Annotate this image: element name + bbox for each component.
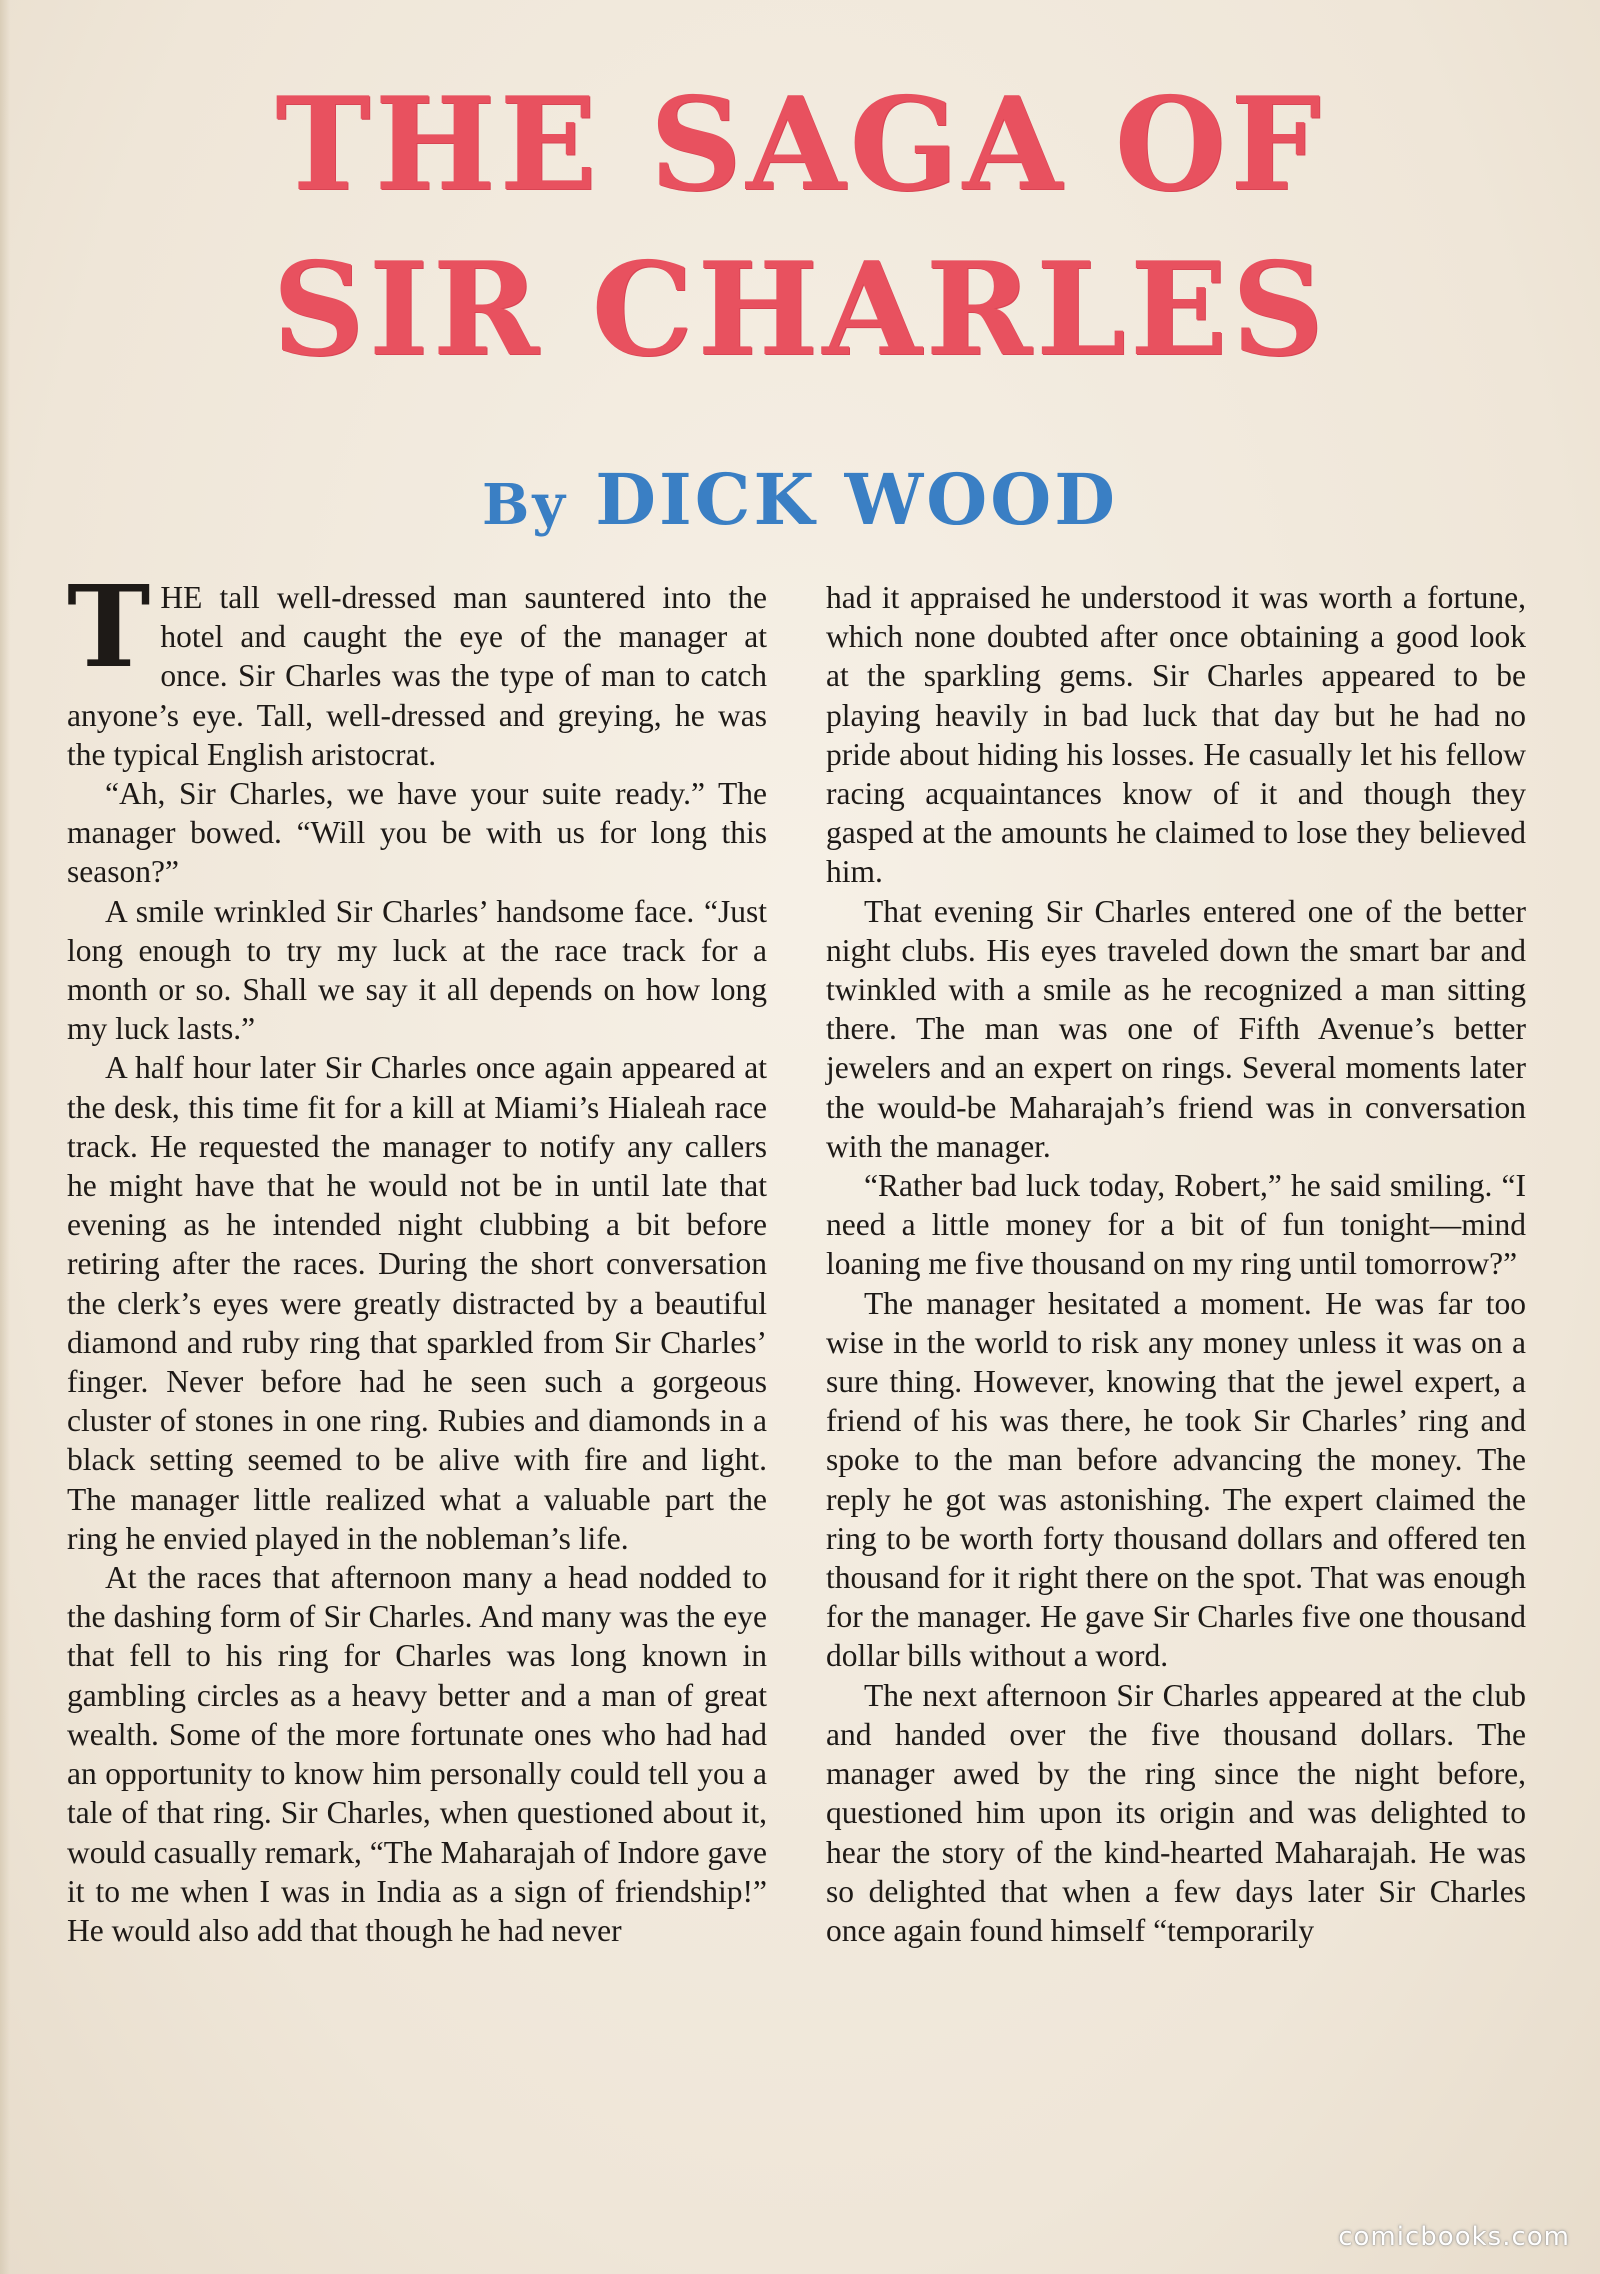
byline-author: DICK WOOD <box>595 458 1118 541</box>
story-paragraph: had it appraised he understood it was worth a fortune, which none doubted after once obtaining a good look at the sparkling gems. Sir Charles appeared to be playing heavily in bad luck that day but he had no pride about hiding his losses. He casually let his fellow racing acquaintances know of it and though they gasped at the amounts he claimed to lose they believed him. <box>826 580 1526 890</box>
story-column-left <box>67 562 767 1950</box>
byline-by: By <box>482 472 568 538</box>
story-paragraph-text: HE tall well-dressed man sauntered into the hotel and caught the eye of the manager at once. Sir Charles was the type of man to catch anyone’s eye. Tall, well-dressed and greying, he was the typical English aristocrat. <box>67 580 767 772</box>
story-paragraph: “Ah, Sir Charles, we have your suite ready.” The manager bowed. “Will you be with us for long this season?” <box>67 776 767 890</box>
story-paragraph: A half hour later Sir Charles once again appeared at the desk, this time fit for a kill at Miami’s Hialeah race track. He requested the manager to notify any callers he might have that he would not be in until late that evening as he intended night clubbing a bit before retiring after the races. During the short conversation the clerk’s eyes were greatly distracted by a beautiful diamond and ruby ring that sparkled from Sir Charles’ finger. Never before had he seen such a gorgeous cluster of stones in one ring. Rubies and diamonds in a black setting seemed to be alive with fire and light. The manager little realized what a valuable part the ring he envied played in the nobleman’s life. <box>67 1050 767 1556</box>
story-paragraph: That evening Sir Charles entered one of the better night clubs. His eyes traveled down the smart bar and twinkled with a smile as he recognized a man sitting there. The man was one of Fifth Avenue’s better jewelers and an expert on rings. Several moments later the would-be Maharajah’s friend was in conversation with the manager. <box>826 893 1526 1164</box>
drop-cap: T <box>67 562 151 693</box>
story-paragraph <box>67 562 767 774</box>
story-paragraph: The next afternoon Sir Charles appeared at the club and handed over the five thousand dollars. The manager awed by the ring since the night before, questioned him upon its origin and was delighted to hear the story of the kind-hearted Maharajah. He was so delighted that when a few days later Sir Charles once again found himself “temporarily <box>826 1677 1526 1948</box>
title-line-2: SIR CHARLES <box>272 235 1328 385</box>
story-paragraph: “Rather bad luck today, Robert,” he said smiling. “I need a little money for a bit of fun tonight—mind loaning me five thousand on my ring until tomorrow?” <box>826 1168 1526 1282</box>
story-paragraph: A smile wrinkled Sir Charles’ handsome face. “Just long enough to try my luck at the race track for a month or so. Shall we say it all depends on how long my luck lasts.” <box>67 893 767 1047</box>
watermark: comicbooks.com <box>1338 2222 1570 2252</box>
story-paragraph: At the races that afternoon many a head nodded to the dashing form of Sir Charles. And many was the eye that fell to his ring for Charles was long known in gambling circles as a heavy better and a man of great wealth. Some of the more fortunate ones who had had an opportunity to know him personally could tell you a tale of that ring. Sir Charles, when questioned about it, would casually remark, “The Maharajah of Indore gave it to me when I was in India as a sign of friendship!” He would also add that though he had never <box>67 1560 767 1948</box>
title-line-1: THE SAGA OF <box>275 70 1325 220</box>
story-paragraph: The manager hesitated a moment. He was far too wise in the world to risk any money unless it was on a sure thing. However, knowing that the jewel expert, a friend of his was there, he took Sir Charles’ ring and spoke to the man before advancing the money. The reply he got was astonishing. The expert claimed the ring to be worth forty thousand dollars and offered ten thousand for it right there on the spot. That was enough for the manager. He gave Sir Charles five one thousand dollar bills without a word. <box>826 1285 1526 1674</box>
byline <box>0 455 1600 550</box>
story-column-right <box>826 578 1526 1950</box>
